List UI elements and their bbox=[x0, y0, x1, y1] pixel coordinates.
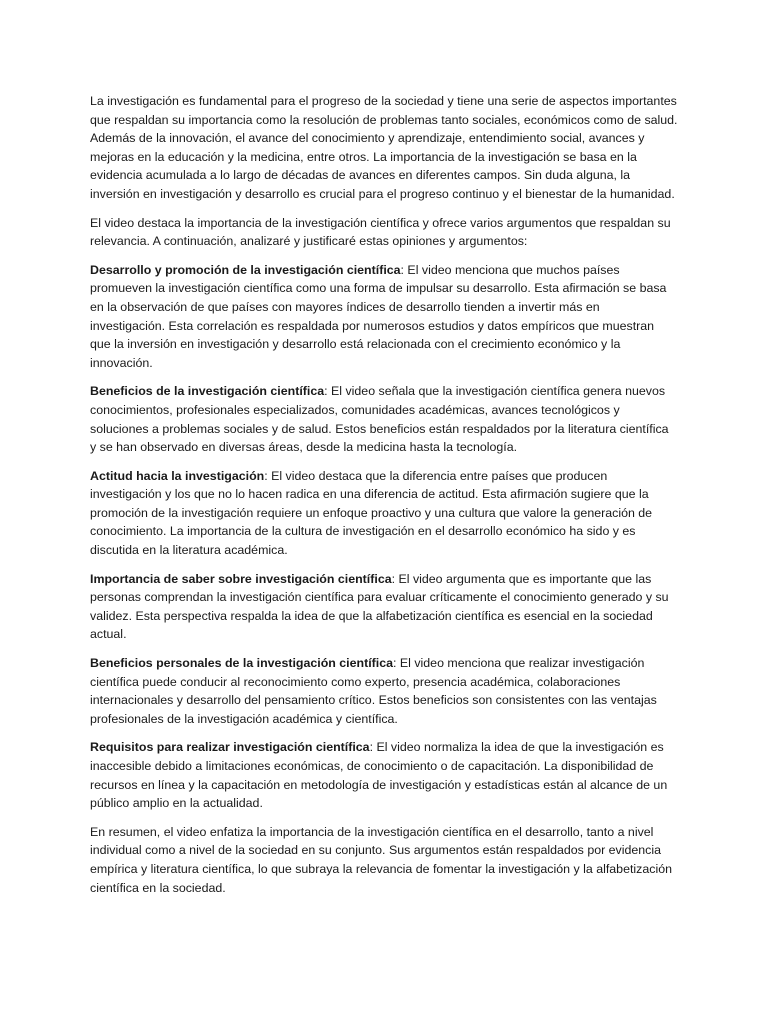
section-text: : El video normaliza la idea de que la investigación es inaccesible debido a limitaciones económicas, de conocimiento o de capacitación. La disponibilidad de recursos en línea y la capacitación en metodología de investigación y estadísticas están al alcance de un público amplio en la actualidad. bbox=[90, 740, 668, 811]
section-text: : El video argumenta que es importante que las personas comprendan la investigación científica para evaluar críticamente el conocimiento generado y su validez. Esta perspectiva respalda la idea de que la alfabetización científica es esencial en la sociedad actual. bbox=[90, 571, 669, 642]
section-text: : El video menciona que muchos países promueven la investigación científica como una forma de impulsar su desarrollo. Esta afirmación se basa en la observación de que países con mayores índices de desarrollo tienden a invertir más en investigación. Esta correlación es respaldada por numerosos estudios y datos empíricos que muestran que la inversión en investigación y desarrollo está relacionada con el crecimiento económico y la innovación. bbox=[90, 262, 667, 370]
section-text: : El video destaca que la diferencia entre países que producen investigación y los que no lo hacen radica en una diferencia de actitud. Esta afirmación sugiere que la promoción de la investigación requiere un enfoque proactivo y una cultura que valore la generación de conocimiento. La importancia de la cultura de investigación en el desarrollo económico ha sido y es discutida en la literatura académica. bbox=[90, 468, 653, 558]
section-paragraph bbox=[90, 738, 678, 812]
section-heading: Desarrollo y promoción de la investigación científica bbox=[90, 262, 401, 277]
section-paragraph bbox=[90, 261, 678, 373]
section-paragraph bbox=[90, 570, 678, 644]
section-paragraph bbox=[90, 382, 678, 456]
conclusion-paragraph: En resumen, el video enfatiza la importancia de la investigación científica en el desarrollo, tanto a nivel individual como a nivel de la sociedad en su conjunto. Sus argumentos están respaldados por evidencia empírica y literatura científica, lo que subraya la relevancia de fomentar la investigación y la alfabetización científica en la sociedad. bbox=[90, 824, 672, 895]
section-paragraph bbox=[90, 467, 678, 560]
document-body bbox=[90, 92, 678, 907]
section-heading: Importancia de saber sobre investigación científica bbox=[90, 571, 392, 586]
intro-paragraph: La investigación es fundamental para el progreso de la sociedad y tiene una serie de aspectos importantes que respaldan su importancia como la resolución de problemas tanto sociales, económicos como de salud. Además de la innovación, el avance del conocimiento y aprendizaje, entendimiento social, avances y mejoras en la educación y la medicina, entre otros. La importancia de la investigación se basa en la evidencia acumulada a lo largo de décadas de avances en diferentes campos. Sin duda alguna, la inversión en investigación y desarrollo es crucial para el progreso continuo y el bienestar de la humanidad. bbox=[90, 94, 678, 201]
section-heading: Beneficios de la investigación científica bbox=[90, 384, 325, 399]
section-text: : El video señala que la investigación científica genera nuevos conocimientos, profesionales especializados, comunidades académicas, avances tecnológicos y soluciones a problemas sociales y de salud. Estos beneficios están respaldados por la literatura científica y se han observado en diversas áreas, desde la medicina hasta la tecnología. bbox=[90, 384, 669, 455]
section-text: : El video menciona que realizar investigación científica puede conducir al reconocimiento como experto, presencia académica, colaboraciones internacionales y desarrollo del pensamiento crítico. Estos beneficios son consistentes con las ventajas profesionales de la investigación académica y científica. bbox=[90, 656, 657, 726]
video-intro-paragraph: El video destaca la importancia de la investigación científica y ofrece varios argumentos que respaldan su relevancia. A continuación, analizaré y justificaré estas opiniones y argumentos: bbox=[90, 215, 671, 249]
section-paragraph bbox=[90, 654, 678, 728]
section-heading: Beneficios personales de la investigación científica bbox=[90, 656, 393, 671]
section-heading: Requisitos para realizar investigación científica bbox=[90, 740, 370, 755]
section-heading: Actitud hacia la investigación bbox=[90, 468, 265, 483]
